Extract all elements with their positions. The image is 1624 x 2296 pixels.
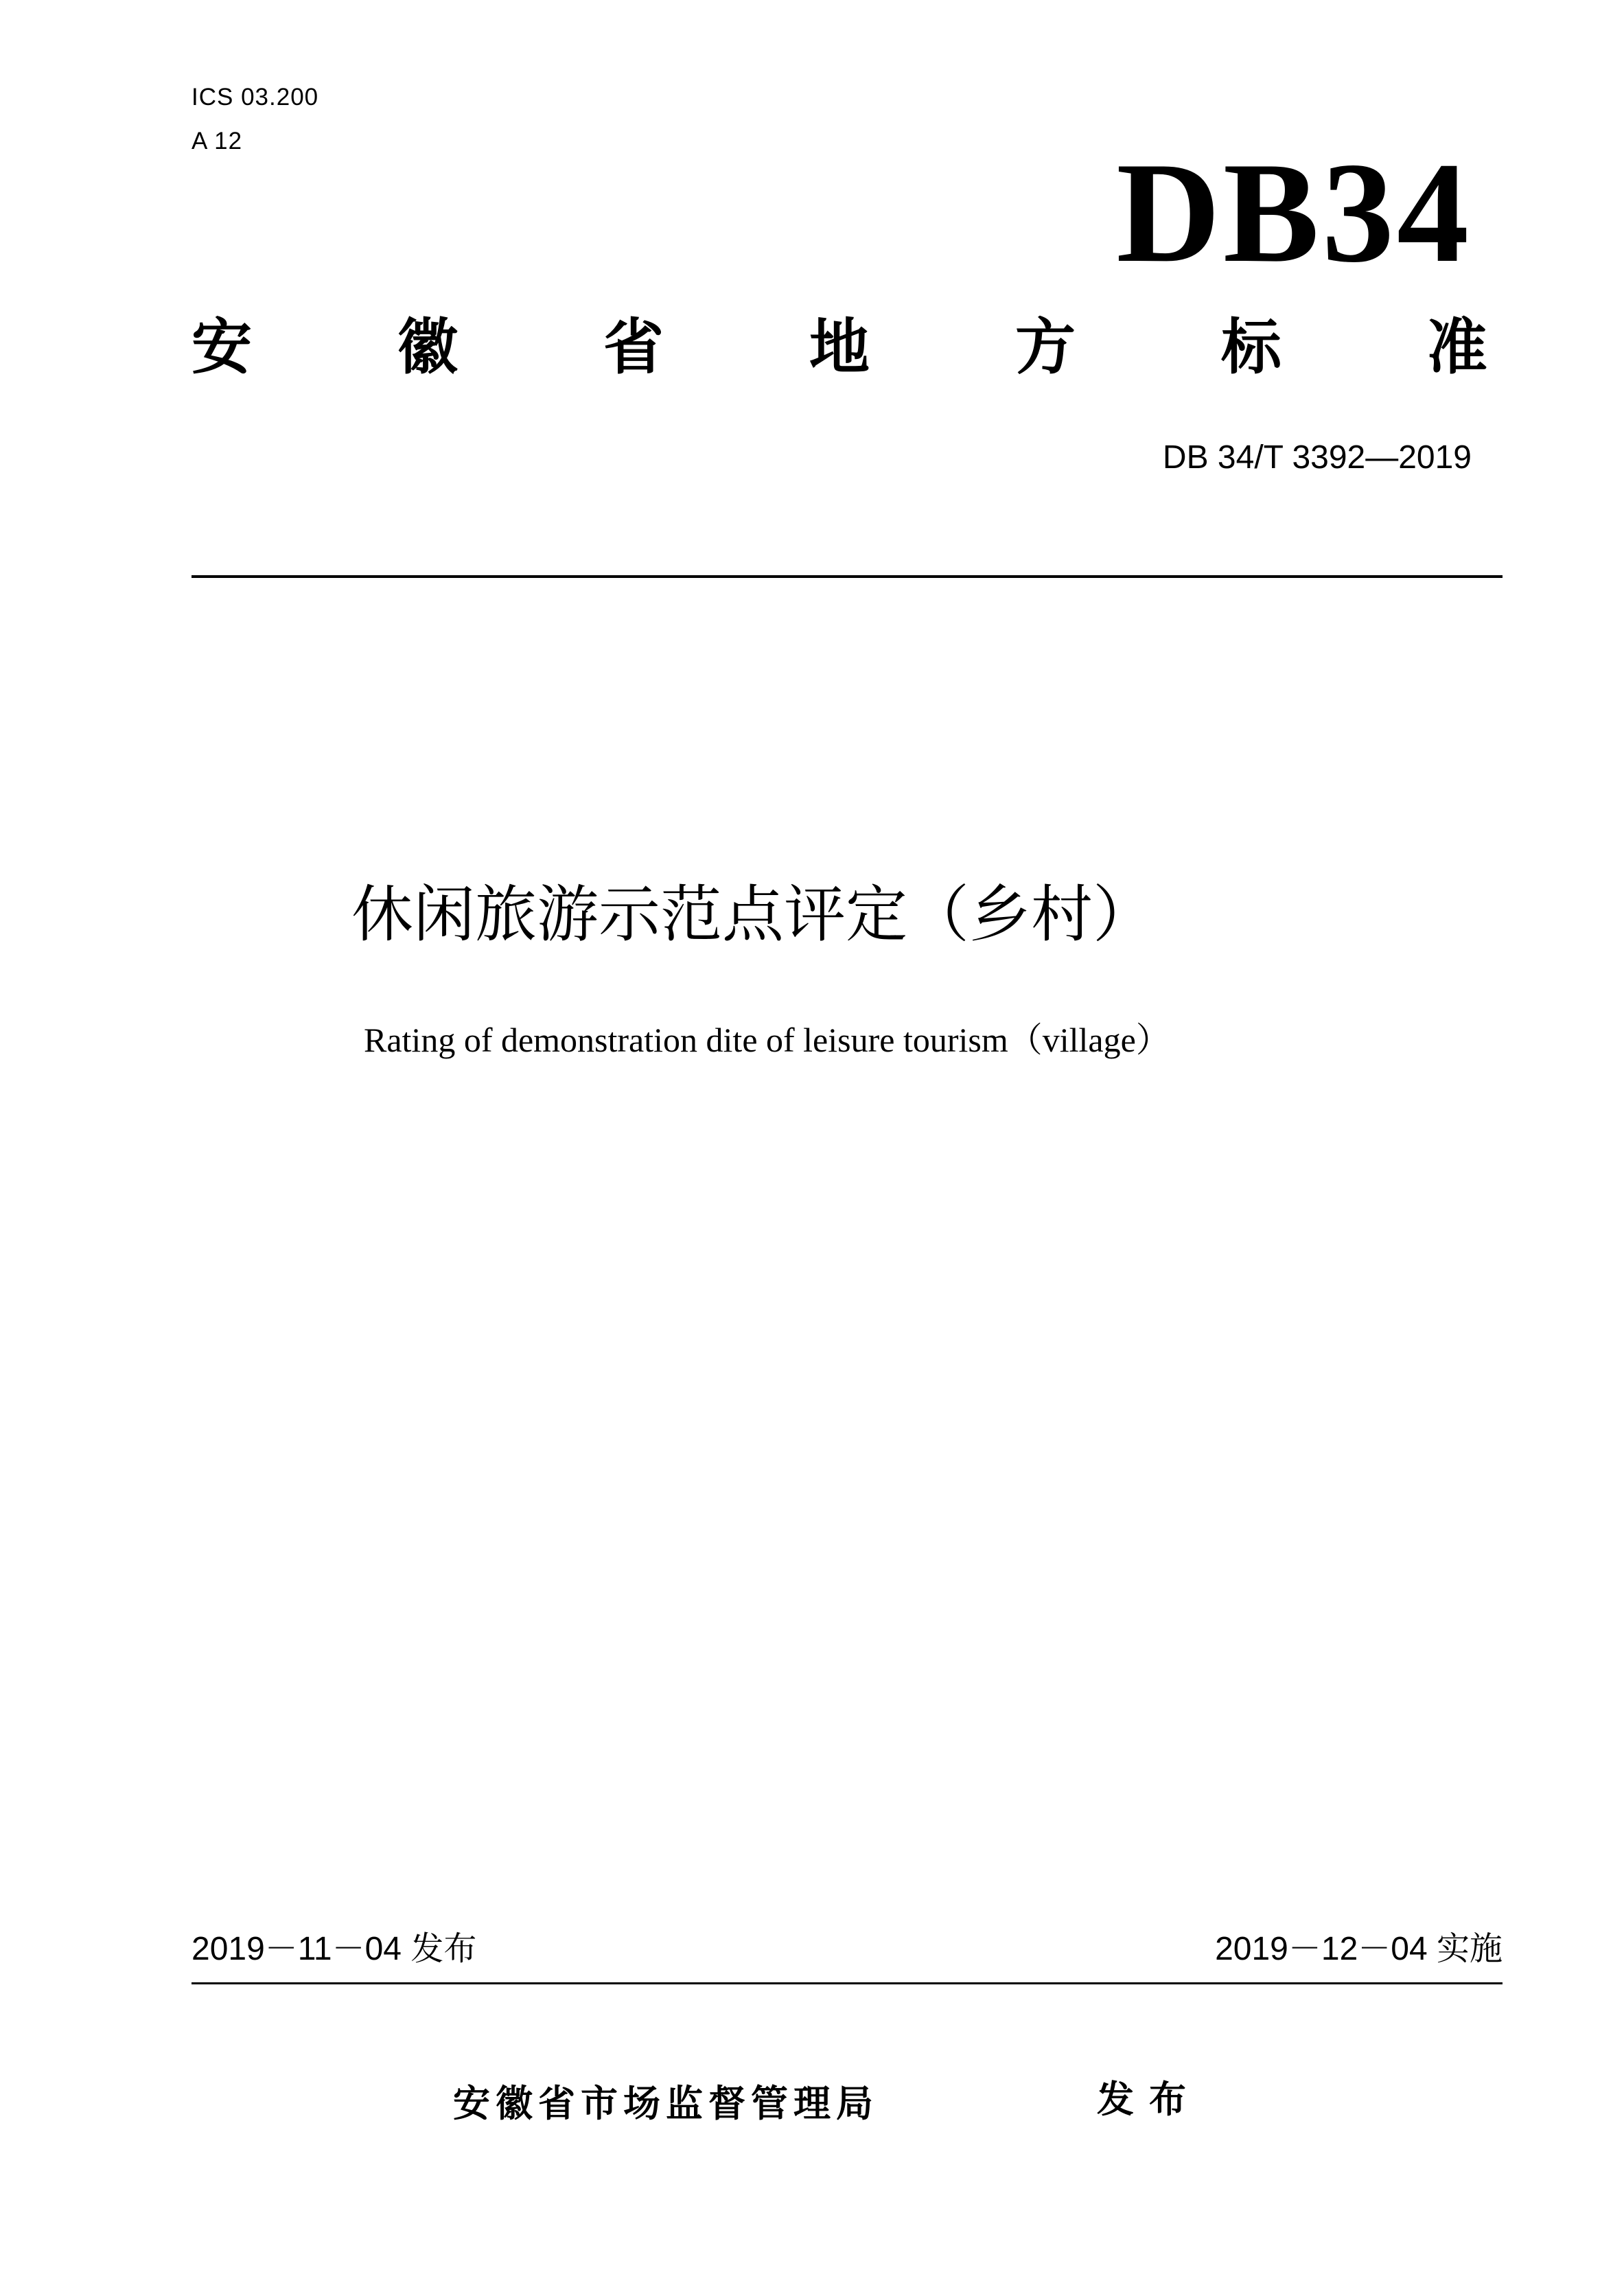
document-title-english: Rating of demonstration dite of leisure tourism（village） [364, 1021, 1170, 1059]
standard-type-char: 省 [603, 312, 664, 382]
classification-code: A 12 [192, 128, 243, 154]
standard-type-char: 方 [1014, 312, 1076, 382]
standard-type-heading [192, 312, 1487, 382]
standard-type-char: 安 [192, 312, 253, 382]
standard-type-char: 徽 [397, 312, 458, 382]
document-title-chinese: 休闲旅游示范点评定（乡村） [351, 879, 1155, 951]
implementation-date: 2019－12－04 实施 [1215, 1931, 1503, 1967]
db34-logo: DB34 [1116, 133, 1472, 292]
bottom-divider [192, 1982, 1503, 1984]
standard-number: DB 34/T 3392—2019 [1162, 439, 1472, 476]
ics-code: ICS 03.200 [192, 84, 319, 111]
standard-type-char: 标 [1220, 312, 1281, 382]
issue-action-label: 发布 [1097, 2078, 1201, 2121]
standard-type-char: 地 [809, 312, 870, 382]
top-divider [192, 575, 1503, 578]
issue-date: 2019－11－04 发布 [192, 1931, 477, 1967]
issuing-authority: 安徽省市场监督管理局 [453, 2082, 879, 2125]
standard-type-char: 准 [1426, 312, 1487, 382]
